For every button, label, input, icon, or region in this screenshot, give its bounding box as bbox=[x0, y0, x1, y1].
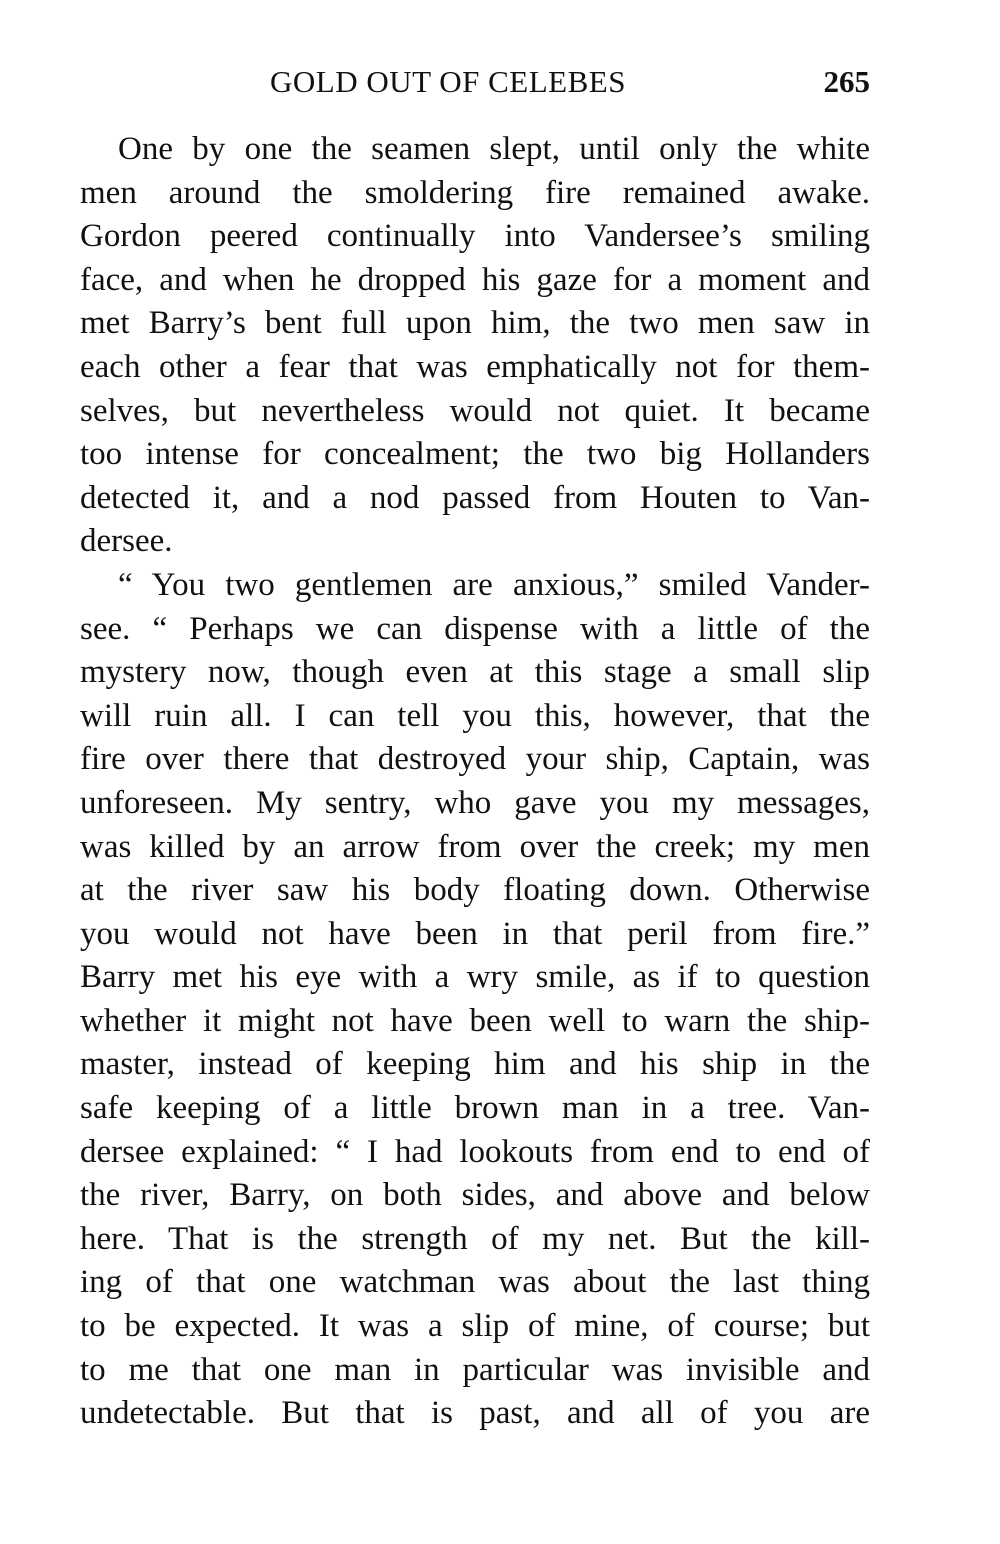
text-line: see. “ Perhaps we can dispense with a little of the bbox=[80, 610, 870, 647]
text-line: ing of that one watchman was about the last thing bbox=[80, 1264, 870, 1301]
page-number: 265 bbox=[823, 64, 870, 99]
text-line: mystery now, though even at this stage a small slip bbox=[80, 654, 870, 691]
text-line: met Barry’s bent full upon him, the two men saw in bbox=[80, 305, 870, 342]
text-line: face, and when he dropped his gaze for a moment and bbox=[80, 261, 870, 298]
text-line: One by one the seamen slept, until only the white bbox=[118, 131, 870, 167]
text-line: here. That is the strength of my net. But the kill- bbox=[80, 1220, 870, 1257]
text-line: the river, Barry, on both sides, and above and below bbox=[80, 1177, 870, 1214]
text-line: undetectable. But that is past, and all of you are bbox=[80, 1395, 870, 1432]
text-line: selves, but nevertheless would not quiet. It became bbox=[80, 392, 870, 429]
running-head bbox=[80, 64, 870, 108]
text-line: each other a fear that was emphatically not for them- bbox=[80, 348, 870, 385]
text-line: Gordon peered continually into Vandersee’s smiling bbox=[80, 218, 870, 255]
text-line: to me that one man in particular was invisible and bbox=[80, 1351, 870, 1388]
text-line: unforeseen. My sentry, who gave you my messages, bbox=[80, 784, 870, 821]
text-line: safe keeping of a little brown man in a tree. Van- bbox=[80, 1090, 870, 1127]
text-line: will ruin all. I can tell you this, however, that the bbox=[80, 697, 870, 734]
text-line: was killed by an arrow from over the creek; my men bbox=[80, 828, 870, 865]
text-line: you would not have been in that peril from fire.” bbox=[80, 915, 870, 952]
text-line: dersee. bbox=[80, 523, 173, 560]
body-text bbox=[80, 128, 870, 1436]
text-line: “ You two gentlemen are anxious,” smiled Vander- bbox=[118, 566, 870, 603]
text-line: master, instead of keeping him and his ship in the bbox=[80, 1046, 870, 1083]
text-line: dersee explained: “ I had lookouts from end to end of bbox=[80, 1133, 870, 1170]
running-title: GOLD OUT OF CELEBES bbox=[270, 64, 626, 99]
text-line: to be expected. It was a slip of mine, of course; but bbox=[80, 1308, 870, 1345]
text-line: Barry met his eye with a wry smile, as if to question bbox=[80, 959, 870, 996]
text-line: men around the smoldering fire remained awake. bbox=[80, 174, 870, 211]
text-line: too intense for concealment; the two big Hollanders bbox=[80, 436, 870, 473]
text-line: fire over there that destroyed your ship, Captain, was bbox=[80, 741, 870, 778]
text-line: at the river saw his body floating down. Otherwise bbox=[80, 872, 870, 909]
text-line: whether it might not have been well to warn the ship- bbox=[80, 1002, 870, 1039]
text-line: detected it, and a nod passed from Houten to Van- bbox=[80, 479, 870, 516]
